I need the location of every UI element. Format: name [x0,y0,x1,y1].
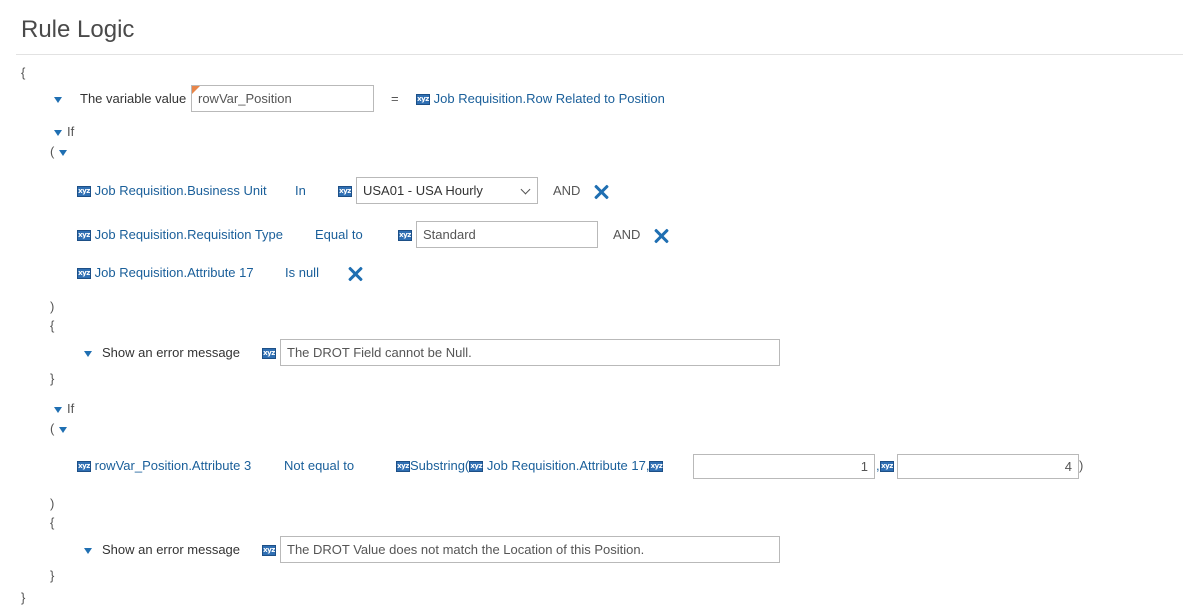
chevron-down-icon [521,185,531,195]
remove-condition2-close-icon[interactable] [653,228,669,244]
substring-length-input[interactable] [897,454,1079,479]
substring-function[interactable] [396,458,663,474]
xyz-icon: xyz [397,462,409,471]
if1-action-close-brace: } [50,371,55,386]
if2-cond-field-label: rowVar_Position.Attribute 3 [94,458,252,473]
if1-cond1-field[interactable] [77,183,267,199]
if2-keyword: If [67,401,75,416]
xyz-icon: xyz [339,187,351,195]
substring-comma: , [645,458,650,473]
if2-paren-open: ( [50,421,67,437]
xyz-icon: xyz [470,462,483,471]
if1-paren-close: ) [50,299,55,314]
action1-label: Show an error message [102,345,241,360]
business-unit-select-value: USA01 - USA Hourly [363,183,483,198]
if1-cond2-operator[interactable]: Equal to [315,227,363,242]
action2-label: Show an error message [102,542,241,557]
if1-keyword: If [67,124,75,139]
xyz-icon: xyz [78,269,90,278]
xyz-icon: xyz [399,231,411,239]
if1-cond3-operator[interactable]: Is null [285,265,319,280]
requisition-type-value: Standard [423,227,476,242]
page-title: Rule Logic [21,16,135,43]
if1-action-open-brace: { [50,318,55,333]
assign-source[interactable] [416,91,665,107]
if1-paren-caret-icon[interactable] [59,150,67,156]
action1-collapse-caret-icon[interactable] [84,351,92,357]
if1-cond3-field-label: Job Requisition.Attribute 17 [94,265,254,280]
error-message1-input[interactable] [280,339,780,366]
xyz-icon: xyz [881,462,893,470]
xyz-icon: xyz [78,462,90,471]
if2-action-open-brace: { [50,515,55,530]
if2-action-close-brace: } [50,568,55,583]
xyz-icon: xyz [263,546,275,554]
assign-collapse-caret-icon[interactable] [54,97,62,103]
error-message2-value: The DROT Value does not match the Location of this Position. [287,542,645,557]
remove-condition3-close-icon[interactable] [347,266,363,282]
if1-paren-open: ( [50,144,67,160]
xyz-icon: xyz [650,462,663,471]
business-unit-select[interactable] [356,177,538,204]
xyz-icon: xyz [78,187,90,196]
substring-start-value: 1 [860,459,868,474]
error-message1-value: The DROT Field cannot be Null. [287,345,472,360]
title-divider [16,54,1183,55]
if2-cond-field[interactable] [77,458,251,474]
if2-paren-caret-icon[interactable] [59,427,67,433]
variable-name-value: rowVar_Position [198,91,292,106]
substring-func-label: Substring( [410,458,470,473]
variable-name-input[interactable] [191,85,374,112]
if2-paren-close: ) [50,496,55,511]
if1-cond2-field[interactable] [77,227,283,243]
if1-cond1-field-label: Job Requisition.Business Unit [94,183,267,198]
assign-label: The variable value [80,91,187,106]
xyz-icon: xyz [417,95,429,104]
assign-equals: = [391,91,399,106]
outer-open-brace: { [21,65,26,80]
error-message2-input[interactable] [280,536,780,563]
if1-cond2-field-label: Job Requisition.Requisition Type [94,227,283,242]
if1-collapse-caret-icon[interactable] [54,130,62,136]
xyz-icon: xyz [78,231,90,240]
if2-collapse-caret-icon[interactable] [54,407,62,413]
if2-cond-operator[interactable]: Not equal to [284,458,355,473]
if1-cond1-join: AND [553,183,581,198]
outer-close-brace: } [21,590,26,605]
if1-cond1-operator[interactable]: In [295,183,306,198]
assign-source-label: Job Requisition.Row Related to Position [433,91,665,106]
substring-close-paren: ) [1079,458,1084,473]
requisition-type-input[interactable] [416,221,598,248]
action2-collapse-caret-icon[interactable] [84,548,92,554]
required-corner-icon [192,86,200,94]
if1-cond3-field[interactable] [77,265,254,281]
substring-comma2: , [876,458,880,473]
substring-start-input[interactable] [693,454,875,479]
substring-length-value: 4 [1064,459,1072,474]
if1-cond2-join: AND [613,227,641,242]
xyz-icon: xyz [263,349,275,357]
substring-arg-field: Job Requisition.Attribute 17 [486,458,646,473]
remove-condition1-close-icon[interactable] [593,184,609,200]
